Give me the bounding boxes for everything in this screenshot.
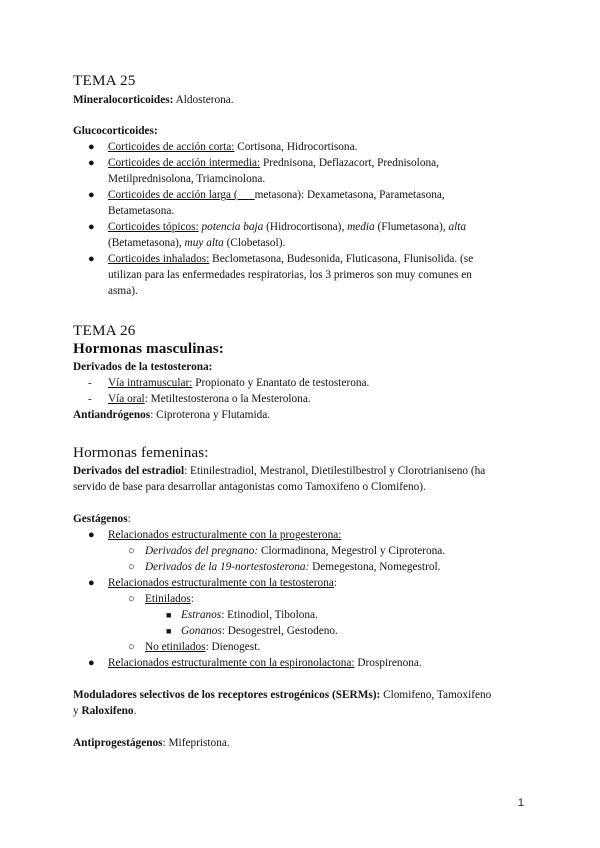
gluco-item-label: Corticoides inhalados: xyxy=(108,253,210,265)
gluco-item-corta xyxy=(108,140,357,155)
antiandrogenos-text: : Ciproterona y Flutamida. xyxy=(150,409,271,421)
espironolactona-text: Drospirenona. xyxy=(354,657,422,669)
bullet-icon: ● xyxy=(88,189,95,201)
serms-cont xyxy=(73,704,136,719)
gestagenos-label: Gestágenos xyxy=(73,513,128,525)
mineralocorticoides-line xyxy=(73,93,234,108)
serms-line xyxy=(73,688,491,703)
square-bullet: ■ xyxy=(166,626,172,636)
topicos-text-1: (Hidrocortisona), xyxy=(263,221,348,233)
testo-item-text: : Metiltestosterona o la Mesterolona. xyxy=(144,393,311,405)
bullet-icon: ● xyxy=(88,577,95,589)
estranos-item xyxy=(181,608,318,623)
tema-26-title: TEMA 26 xyxy=(73,322,136,339)
estranos-text: : Etinodiol, Tibolona. xyxy=(221,609,318,621)
estradiol-text: : Etinilestradiol, Mestranol, Dietilestilbestrol y Clorotrianiseno (ha xyxy=(184,465,486,477)
circle-bullet: ○ xyxy=(128,593,135,605)
circle-bullet: ○ xyxy=(128,545,135,557)
no-etinilados-text: : Dienogest. xyxy=(205,641,261,653)
estradiol-line xyxy=(73,464,485,479)
gluco-item-text: Beclometasona, Budesonida, Fluticasona, Flunisolida. (se xyxy=(209,253,474,265)
testo-item-oral xyxy=(108,392,311,407)
nortestosterona-label: Derivados de la 19-nortestosterona: xyxy=(145,561,310,573)
bullet-icon: ● xyxy=(88,141,95,153)
raloxifeno-text: Raloxifeno xyxy=(81,705,134,717)
derivados-testosterona-heading: Derivados de la testosterona: xyxy=(73,361,213,373)
no-etinilados-item xyxy=(145,640,260,655)
hormonas-femeninas-heading: Hormonas femeninas: xyxy=(73,444,209,461)
gluco-item-blank: ___ xyxy=(237,189,255,201)
gonanos-item xyxy=(181,624,338,639)
pregnano-text: Clormadinona, Megestrol y Ciproterona. xyxy=(258,545,446,557)
antiandrogenos-label: Antiandrógenos xyxy=(73,409,151,421)
gluco-item-intermedia xyxy=(108,156,439,171)
pregnano-label: Derivados del pregnano: xyxy=(145,545,259,557)
gluco-item-intermedia-cont: Metilprednisolona, Triamcinolona. xyxy=(108,173,266,185)
gluco-item-label: Corticoides de acción corta: xyxy=(108,141,235,153)
gluco-item-larga xyxy=(108,188,445,203)
gonanos-text: : Desogestrel, Gestodeno. xyxy=(221,625,338,637)
etinilados-label: Etinilados xyxy=(145,593,191,605)
media-text: media xyxy=(347,221,375,233)
mineralocorticoides-label: Mineralocorticoides: xyxy=(73,94,174,106)
gluco-item-text: : Dexametasona, Parametasona, xyxy=(301,189,445,201)
bullet-icon: ● xyxy=(88,657,95,669)
estradiol-cont: servido de base para desarrollar antagonistas como Tamoxifeno o Clomifeno). xyxy=(73,481,426,493)
etinilados-colon: : xyxy=(190,593,194,605)
espironolactona-item xyxy=(108,656,422,671)
espironolactona-label: Relacionados estructuralmente con la espironolactona: xyxy=(108,657,355,669)
gestagenos-heading xyxy=(73,512,131,527)
gluco-item-inhalados-cont2: asma). xyxy=(108,285,138,297)
gluco-item-label: Corticoides de acción intermedia: xyxy=(108,157,261,169)
nortestosterona-item xyxy=(145,560,440,575)
gluco-item-inhalados xyxy=(108,252,473,267)
muy-alta-text: muy alta xyxy=(184,237,224,249)
alta-text: alta xyxy=(448,221,467,233)
gonanos-label: Gonanos xyxy=(181,625,222,637)
bullet-icon: ● xyxy=(88,253,95,265)
testosterona-rel-label: Relacionados estructuralmente con la testosterona xyxy=(108,577,334,589)
gluco-item-label: Corticoides tópicos: xyxy=(108,221,199,233)
progesterona-item: Relacionados estructuralmente con la progesterona: xyxy=(108,529,342,541)
tema-25-title: TEMA 25 xyxy=(73,72,136,89)
dash-bullet: - xyxy=(88,377,92,389)
gluco-item-topicos-cont xyxy=(108,236,285,251)
gestagenos-colon: : xyxy=(127,513,131,525)
gluco-item-inhalados-cont: utilizan para las enfermedades respiratorias, los 3 primeros son muy comunes en xyxy=(108,269,472,281)
gluco-item-label: Corticoides de acción larga ( xyxy=(108,189,238,201)
testosterona-rel-colon: : xyxy=(333,577,337,589)
nortestosterona-text: Demegestona, Nomegestrol. xyxy=(309,561,441,573)
estradiol-label: Derivados del estradiol xyxy=(73,465,185,477)
hormonas-masculinas-heading: Hormonas masculinas: xyxy=(73,340,224,357)
topicos-cont-a: (Betametasona), xyxy=(108,237,185,249)
testo-item-label: Vía intramuscular: xyxy=(108,377,193,389)
serms-cont-b: . xyxy=(133,705,137,717)
circle-bullet: ○ xyxy=(128,561,135,573)
mineralocorticoides-text: Aldosterona. xyxy=(173,94,234,106)
antiprogestagenos-line xyxy=(73,736,230,751)
estranos-label: Estranos xyxy=(181,609,222,621)
testo-item-text: Propionato y Enantato de testosterona. xyxy=(192,377,370,389)
topicos-text-2: (Flumetasona), xyxy=(374,221,449,233)
potencia-baja-text: potencia baja xyxy=(201,221,264,233)
bullet-icon: ● xyxy=(88,529,95,541)
antiprogestagenos-label: Antiprogestágenos xyxy=(73,737,163,749)
serms-cont-a: y xyxy=(73,705,82,717)
circle-bullet: ○ xyxy=(128,641,135,653)
topicos-cont-b: (Clobetasol). xyxy=(223,237,286,249)
antiprogestagenos-text: : Mifepristona. xyxy=(162,737,230,749)
gluco-item-text: Prednisona, Deflazacort, Prednisolona, xyxy=(260,157,439,169)
gluco-item-text: Cortisona, Hidrocortisona. xyxy=(234,141,358,153)
testo-item-intramuscular xyxy=(108,376,369,391)
glucocorticoides-heading: Glucocorticoides: xyxy=(73,125,158,137)
testo-item-label: Vía oral xyxy=(108,393,145,405)
bullet-icon: ● xyxy=(88,221,95,233)
no-etinilados-label: No etinilados xyxy=(145,641,206,653)
gluco-item-text-after: metasona) xyxy=(254,189,302,201)
antiandrogenos-line xyxy=(73,408,270,423)
gluco-item-larga-cont: Betametasona. xyxy=(108,205,175,217)
page-number: 1 xyxy=(517,797,524,809)
dash-bullet: - xyxy=(88,393,92,405)
serms-text: Clomifeno, Tamoxifeno xyxy=(380,689,492,701)
serms-label: Moduladores selectivos de los receptores estrogénicos (SERMs): xyxy=(73,689,381,701)
gluco-item-topicos xyxy=(108,220,466,235)
pregnano-item xyxy=(145,544,445,559)
etinilados-item xyxy=(145,592,194,607)
bullet-icon: ● xyxy=(88,157,95,169)
testosterona-rel-item xyxy=(108,576,337,591)
square-bullet: ■ xyxy=(166,610,172,620)
